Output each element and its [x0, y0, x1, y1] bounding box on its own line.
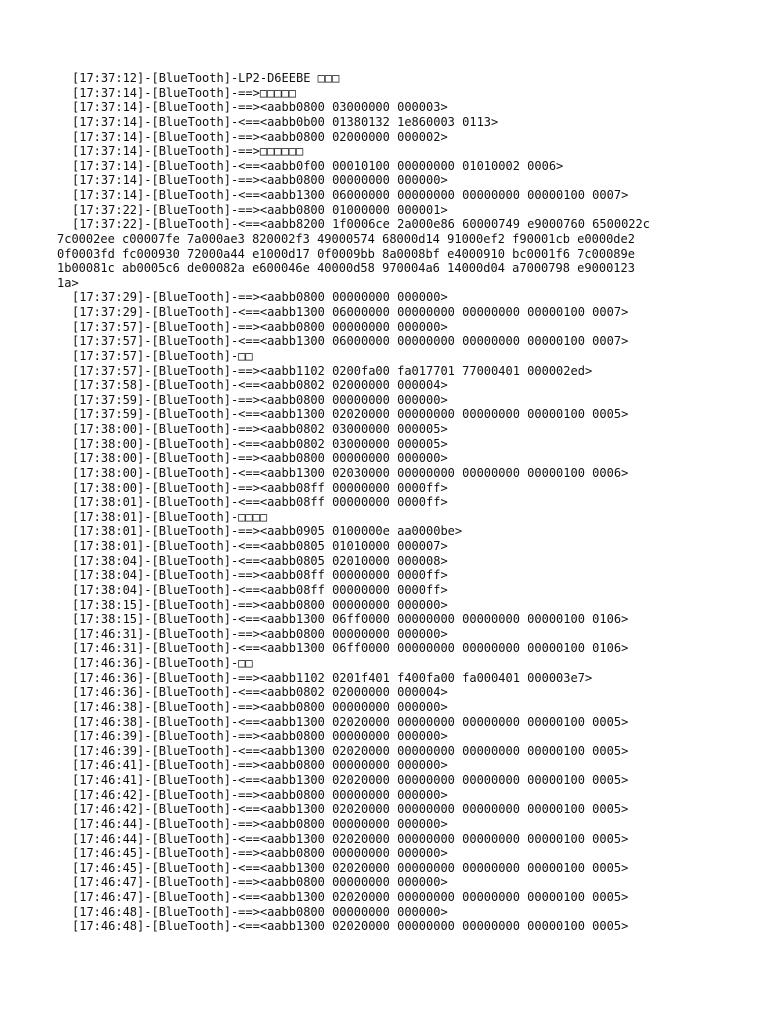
log-line: [17:38:00]-[BlueTooth]-==><aabb0802 03000000 000005> [72, 422, 448, 436]
log-line: [17:37:22]-[BlueTooth]-==><aabb0800 01000000 000001> [72, 202, 448, 217]
log-line: [17:38:04]-[BlueTooth]-<==<aabb0805 02010000 000008> [72, 553, 448, 568]
log-line: [17:46:41]-[BlueTooth]-<==<aabb1300 02020000 00000000 00000000 00000100 0005> [72, 773, 629, 787]
log-line: [17:37:57]-[BlueTooth]-□□ [72, 348, 253, 363]
log-line: [17:37:29]-[BlueTooth]-==><aabb0800 00000000 000000> [72, 290, 448, 305]
log-line: [17:46:44]-[BlueTooth]-<==<aabb1300 02020000 00000000 00000000 00000100 0005> [72, 831, 629, 846]
log-line: [17:46:38]-[BlueTooth]-==><aabb0800 00000000 000000> [72, 699, 448, 714]
log-line: [17:46:36]-[BlueTooth]-<==<aabb0802 02000000 000004> [72, 685, 448, 700]
log-line: [17:38:00]-[BlueTooth]-==><aabb08ff 00000000 0000ff> [72, 480, 448, 495]
log-line: [17:46:31]-[BlueTooth]-==><aabb0800 00000000 000000> [72, 626, 448, 641]
log-line: [17:38:04]-[BlueTooth]-==><aabb08ff 00000000 0000ff> [72, 568, 448, 583]
log-line: [17:37:14]-[BlueTooth]-<==<aabb1300 06000000 00000000 00000000 00000100 0007> [72, 188, 629, 202]
log-line: [17:38:01]-[BlueTooth]-<==<aabb08ff 00000000 0000ff> [72, 495, 448, 510]
log-line: [17:37:57]-[BlueTooth]-==><aabb0800 00000000 000000> [72, 319, 448, 334]
log-line-continuation: 1a> [57, 275, 79, 290]
log-line-continuation: 1b00081c ab0005c6 de00082a e600046e 40000d58 970004a6 14000d04 a7000798 e9000123 [57, 261, 635, 276]
log-line: [17:37:14]-[BlueTooth]-<==<aabb0f00 00010100 00000000 01010002 0006> [72, 158, 564, 173]
log-line: [17:46:44]-[BlueTooth]-==><aabb0800 00000000 000000> [72, 816, 448, 831]
log-line: [17:37:14]-[BlueTooth]-<==<aabb0b00 01380132 1e860003 0113> [72, 114, 499, 129]
log-line: [17:37:59]-[BlueTooth]-<==<aabb1300 02020000 00000000 00000000 00000100 0005> [72, 407, 629, 422]
bluetooth-log [57, 71, 762, 934]
log-line: [17:46:47]-[BlueTooth]-<==<aabb1300 02020000 00000000 00000000 00000100 0005> [72, 890, 629, 904]
log-line: [17:38:01]-[BlueTooth]-<==<aabb0805 01010000 000007> [72, 539, 448, 553]
log-line: [17:46:39]-[BlueTooth]-<==<aabb1300 02020000 00000000 00000000 00000100 0005> [72, 743, 629, 758]
log-line: [17:46:48]-[BlueTooth]-<==<aabb1300 02020000 00000000 00000000 00000100 0005> [72, 919, 629, 934]
log-line: [17:37:14]-[BlueTooth]-==>□□□□□□ [72, 144, 304, 159]
log-line: [17:46:45]-[BlueTooth]-==><aabb0800 00000000 000000> [72, 846, 448, 861]
log-line: [17:37:58]-[BlueTooth]-<==<aabb0802 02000000 000004> [72, 378, 448, 393]
log-line: [17:38:00]-[BlueTooth]-==><aabb0800 00000000 000000> [72, 451, 448, 466]
log-line: [17:38:00]-[BlueTooth]-<==<aabb0802 03000000 000005> [72, 436, 448, 451]
log-line: [17:38:01]-[BlueTooth]-□□□□ [72, 509, 268, 524]
log-line: [17:46:36]-[BlueTooth]-==><aabb1102 0201f401 f400fa00 fa000401 000003e7> [72, 670, 593, 685]
log-line: [17:46:45]-[BlueTooth]-<==<aabb1300 02020000 00000000 00000000 00000100 0005> [72, 860, 629, 875]
log-line-continuation: 7c0002ee c00007fe 7a000ae3 820002f3 49000574 68000d14 91000ef2 f90001cb e0000de2 [57, 231, 635, 246]
log-line: [17:37:57]-[BlueTooth]-==><aabb1102 0200fa00 fa017701 77000401 000002ed> [72, 363, 593, 378]
log-line: [17:46:48]-[BlueTooth]-==><aabb0800 00000000 000000> [72, 904, 448, 919]
log-line: [17:38:15]-[BlueTooth]-<==<aabb1300 06ff0000 00000000 00000000 00000100 0106> [72, 612, 629, 627]
log-line: [17:46:42]-[BlueTooth]-<==<aabb1300 02020000 00000000 00000000 00000100 0005> [72, 802, 629, 817]
log-line: [17:46:42]-[BlueTooth]-==><aabb0800 00000000 000000> [72, 787, 448, 802]
log-line: [17:46:41]-[BlueTooth]-==><aabb0800 00000000 000000> [72, 758, 448, 773]
log-line: [17:37:57]-[BlueTooth]-<==<aabb1300 06000000 00000000 00000000 00000100 0007> [72, 334, 629, 349]
log-line: [17:46:36]-[BlueTooth]-□□ [72, 656, 253, 670]
log-line: [17:46:39]-[BlueTooth]-==><aabb0800 00000000 000000> [72, 729, 448, 744]
log-line: [17:38:15]-[BlueTooth]-==><aabb0800 00000000 000000> [72, 597, 448, 612]
log-line: [17:37:59]-[BlueTooth]-==><aabb0800 00000000 000000> [72, 392, 448, 407]
log-line: [17:37:14]-[BlueTooth]-==><aabb0800 02000000 000002> [72, 129, 448, 144]
log-line: [17:46:31]-[BlueTooth]-<==<aabb1300 06ff0000 00000000 00000000 00000100 0106> [72, 641, 629, 656]
log-line: [17:37:22]-[BlueTooth]-<==<aabb8200 1f0006ce 2a000e86 60000749 e9000760 6500022c [72, 217, 650, 232]
log-line: [17:38:04]-[BlueTooth]-<==<aabb08ff 00000000 0000ff> [72, 582, 448, 597]
log-line: [17:46:47]-[BlueTooth]-==><aabb0800 00000000 000000> [72, 875, 448, 890]
log-line: [17:37:12]-[BlueTooth]-LP2-D6EEBE □□□ [72, 71, 340, 85]
log-line: [17:38:00]-[BlueTooth]-<==<aabb1300 02030000 00000000 00000000 00000100 0006> [72, 465, 629, 480]
log-line: [17:38:01]-[BlueTooth]-==><aabb0905 0100000e aa0000be> [72, 524, 463, 539]
log-line: [17:37:14]-[BlueTooth]-==><aabb0800 03000000 000003> [72, 100, 448, 115]
log-line: [17:37:29]-[BlueTooth]-<==<aabb1300 06000000 00000000 00000000 00000100 0007> [72, 305, 629, 319]
log-line: [17:37:14]-[BlueTooth]-==><aabb0800 00000000 000000> [72, 173, 448, 188]
log-line: [17:46:38]-[BlueTooth]-<==<aabb1300 02020000 00000000 00000000 00000100 0005> [72, 714, 629, 729]
log-line: [17:37:14]-[BlueTooth]-==>□□□□□ [72, 85, 296, 100]
log-line-continuation: 0f0003fd fc000930 72000a44 e1000d17 0f0009bb 8a0008bf e4000910 bc0001f6 7c00089e [57, 246, 635, 261]
